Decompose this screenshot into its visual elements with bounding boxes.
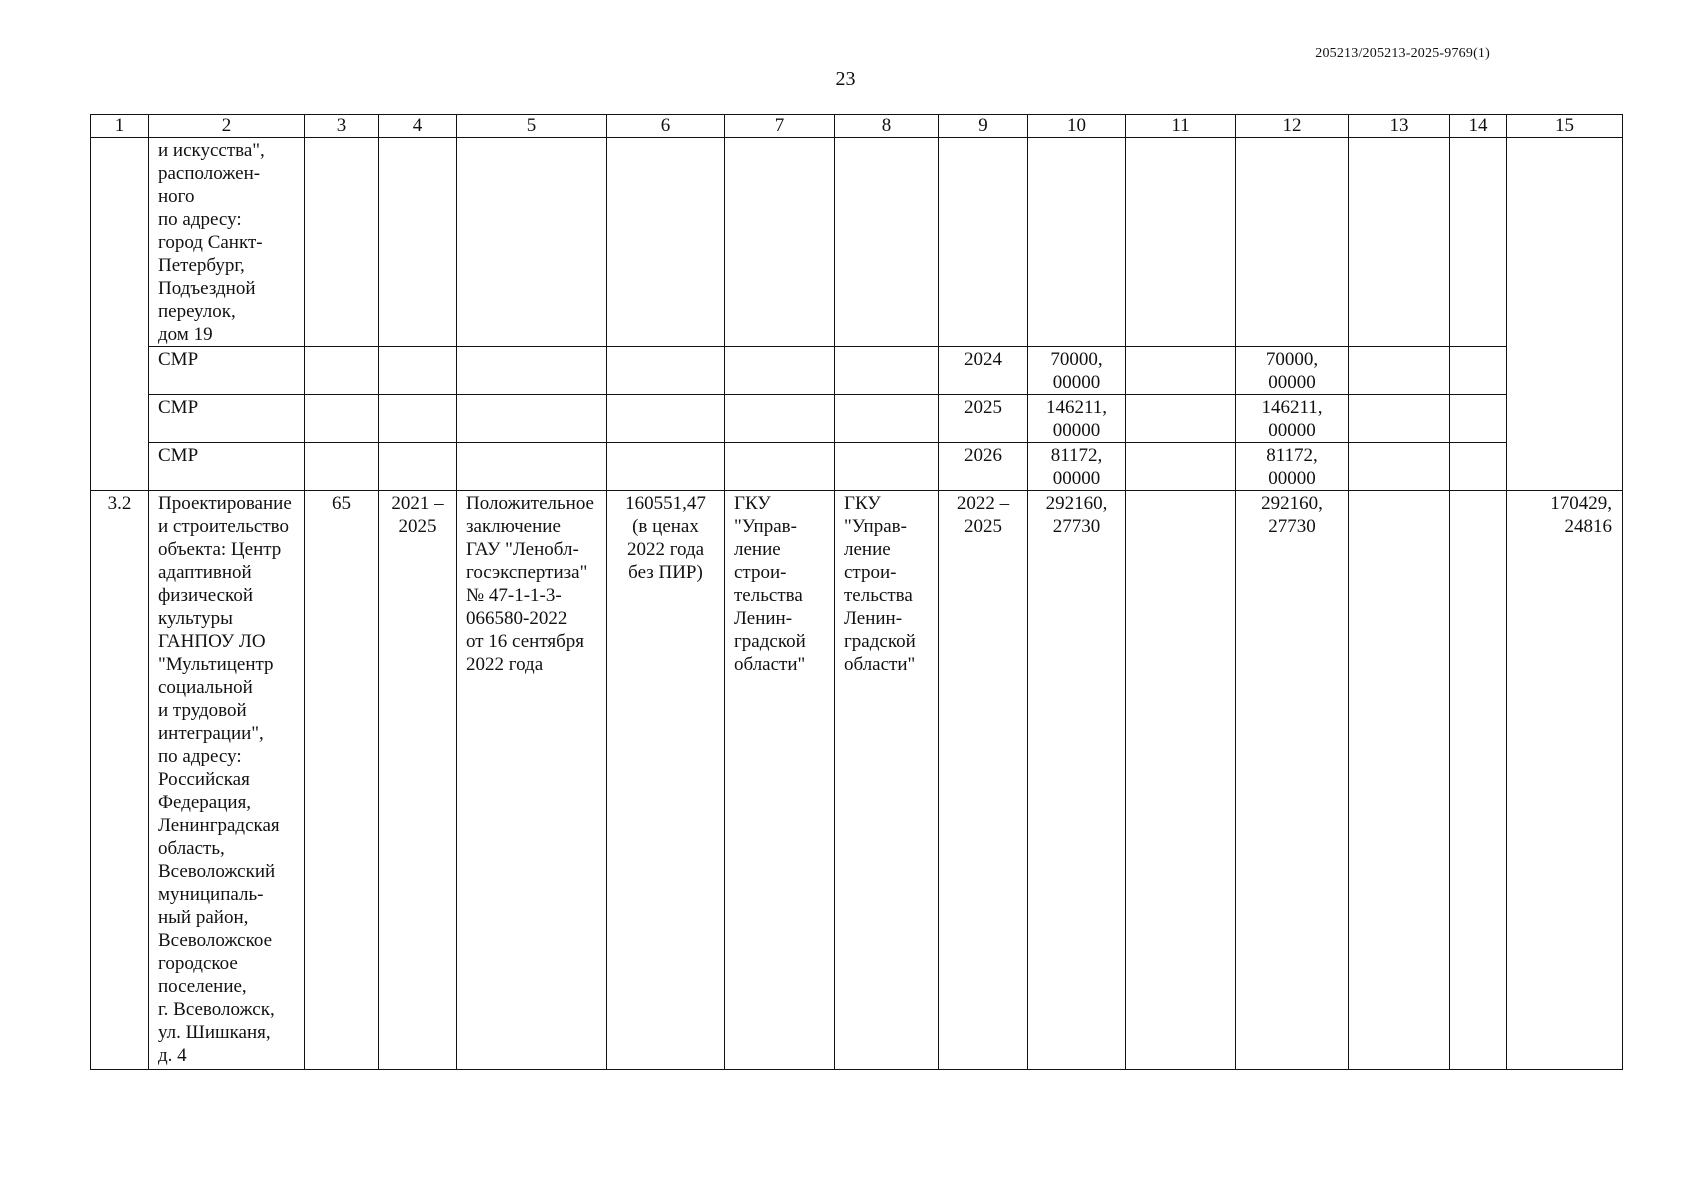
regional-amount-cell: 70000, 00000 xyxy=(1236,347,1349,395)
table-cell xyxy=(1450,138,1507,347)
table-cell xyxy=(305,395,379,443)
table-cell xyxy=(607,443,725,491)
developer-cell: ГКУ "Управ- ление строи- тельства Ленин- градской области" xyxy=(835,491,939,1070)
table-cell xyxy=(607,347,725,395)
table-cell xyxy=(1349,138,1450,347)
column-header: 7 xyxy=(725,115,835,138)
smr-label: СМР xyxy=(149,347,305,395)
table-cell xyxy=(1126,138,1236,347)
budget-table xyxy=(90,114,1623,1070)
total-amount-cell: 81172, 00000 xyxy=(1028,443,1126,491)
object-name-cell: и искусства", расположен- ного по адресу: город Санкт- Петербург, Подъездной переулок, дом 19 xyxy=(149,138,305,347)
column-number-row xyxy=(91,115,1623,138)
capacity-cell: 65 xyxy=(305,491,379,1070)
table-cell xyxy=(1349,491,1450,1070)
years-cell: 2022 – 2025 xyxy=(939,491,1028,1070)
column-header: 11 xyxy=(1126,115,1236,138)
table-cell xyxy=(607,395,725,443)
table-cell xyxy=(725,347,835,395)
customer-cell: ГКУ "Управ- ление строи- тельства Ленин- градской области" xyxy=(725,491,835,1070)
table-cell xyxy=(379,443,457,491)
table-cell xyxy=(1450,347,1507,395)
row-number-cell: 3.2 xyxy=(91,491,149,1070)
table-cell xyxy=(725,138,835,347)
smr-label: СМР xyxy=(149,443,305,491)
table-cell xyxy=(835,395,939,443)
table-cell xyxy=(1507,138,1623,491)
table-cell xyxy=(305,443,379,491)
table-row xyxy=(91,395,1623,443)
regional-amount-cell: 292160, 27730 xyxy=(1236,491,1349,1070)
table-cell xyxy=(939,138,1028,347)
year-cell: 2024 xyxy=(939,347,1028,395)
column-header: 1 xyxy=(91,115,149,138)
remaining-amount-cell: 170429, 24816 xyxy=(1507,491,1623,1070)
table-cell xyxy=(835,347,939,395)
table-cell xyxy=(1126,395,1236,443)
table-cell xyxy=(379,347,457,395)
table-cell xyxy=(1450,491,1507,1070)
column-header: 3 xyxy=(305,115,379,138)
column-header: 6 xyxy=(607,115,725,138)
column-header: 10 xyxy=(1028,115,1126,138)
table-cell xyxy=(1349,443,1450,491)
table-cell xyxy=(835,138,939,347)
table-cell xyxy=(305,347,379,395)
table-cell xyxy=(1028,138,1126,347)
smr-label: СМР xyxy=(149,395,305,443)
table-cell xyxy=(1126,491,1236,1070)
table-cell xyxy=(725,443,835,491)
table-cell xyxy=(607,138,725,347)
table-cell xyxy=(457,395,607,443)
total-amount-cell: 70000, 00000 xyxy=(1028,347,1126,395)
table-row xyxy=(91,491,1623,1070)
row-number-cell xyxy=(91,138,149,491)
table-cell xyxy=(1349,395,1450,443)
table-cell xyxy=(1236,138,1349,347)
column-header: 15 xyxy=(1507,115,1623,138)
column-header: 8 xyxy=(835,115,939,138)
total-amount-cell: 146211, 00000 xyxy=(1028,395,1126,443)
table-cell xyxy=(1450,395,1507,443)
column-header: 12 xyxy=(1236,115,1349,138)
object-name-cell: Проектирование и строительство объекта: Центр адаптивной физической культуры ГАНПОУ ЛО "Мультицентр социальной и трудовой интеграции", по адресу: Российская Федерация, Ленинградская область, Всеволожский муниципаль- ный район, Всеволожское городское поселение, г. Всеволожск, ул. Шишканя, д. 4 xyxy=(149,491,305,1070)
table-cell xyxy=(1349,347,1450,395)
table-cell xyxy=(1126,347,1236,395)
table-row xyxy=(91,138,1623,347)
column-header: 4 xyxy=(379,115,457,138)
expertise-cell: Положительное заключение ГАУ "Ленобл- госэкспертиза" № 47-1-1-3- 066580-2022 от 16 сентября 2022 года xyxy=(457,491,607,1070)
document-id: 205213/205213-2025-9769(1) xyxy=(1315,46,1490,61)
table-cell xyxy=(725,395,835,443)
regional-amount-cell: 146211, 00000 xyxy=(1236,395,1349,443)
regional-amount-cell: 81172, 00000 xyxy=(1236,443,1349,491)
column-header: 2 xyxy=(149,115,305,138)
table-row xyxy=(91,347,1623,395)
column-header: 13 xyxy=(1349,115,1450,138)
year-cell: 2025 xyxy=(939,395,1028,443)
total-amount-cell: 292160, 27730 xyxy=(1028,491,1126,1070)
page-number: 23 xyxy=(835,68,856,90)
table-cell xyxy=(835,443,939,491)
table-cell xyxy=(457,347,607,395)
estimated-cost-cell: 160551,47 (в ценах 2022 года без ПИР) xyxy=(607,491,725,1070)
column-header: 14 xyxy=(1450,115,1507,138)
table-cell xyxy=(457,138,607,347)
table-cell xyxy=(379,395,457,443)
table-row xyxy=(91,443,1623,491)
table-cell xyxy=(1450,443,1507,491)
table-cell xyxy=(457,443,607,491)
column-header: 5 xyxy=(457,115,607,138)
period-cell: 2021 – 2025 xyxy=(379,491,457,1070)
year-cell: 2026 xyxy=(939,443,1028,491)
table-cell xyxy=(305,138,379,347)
table-cell xyxy=(1126,443,1236,491)
table-cell xyxy=(379,138,457,347)
column-header: 9 xyxy=(939,115,1028,138)
